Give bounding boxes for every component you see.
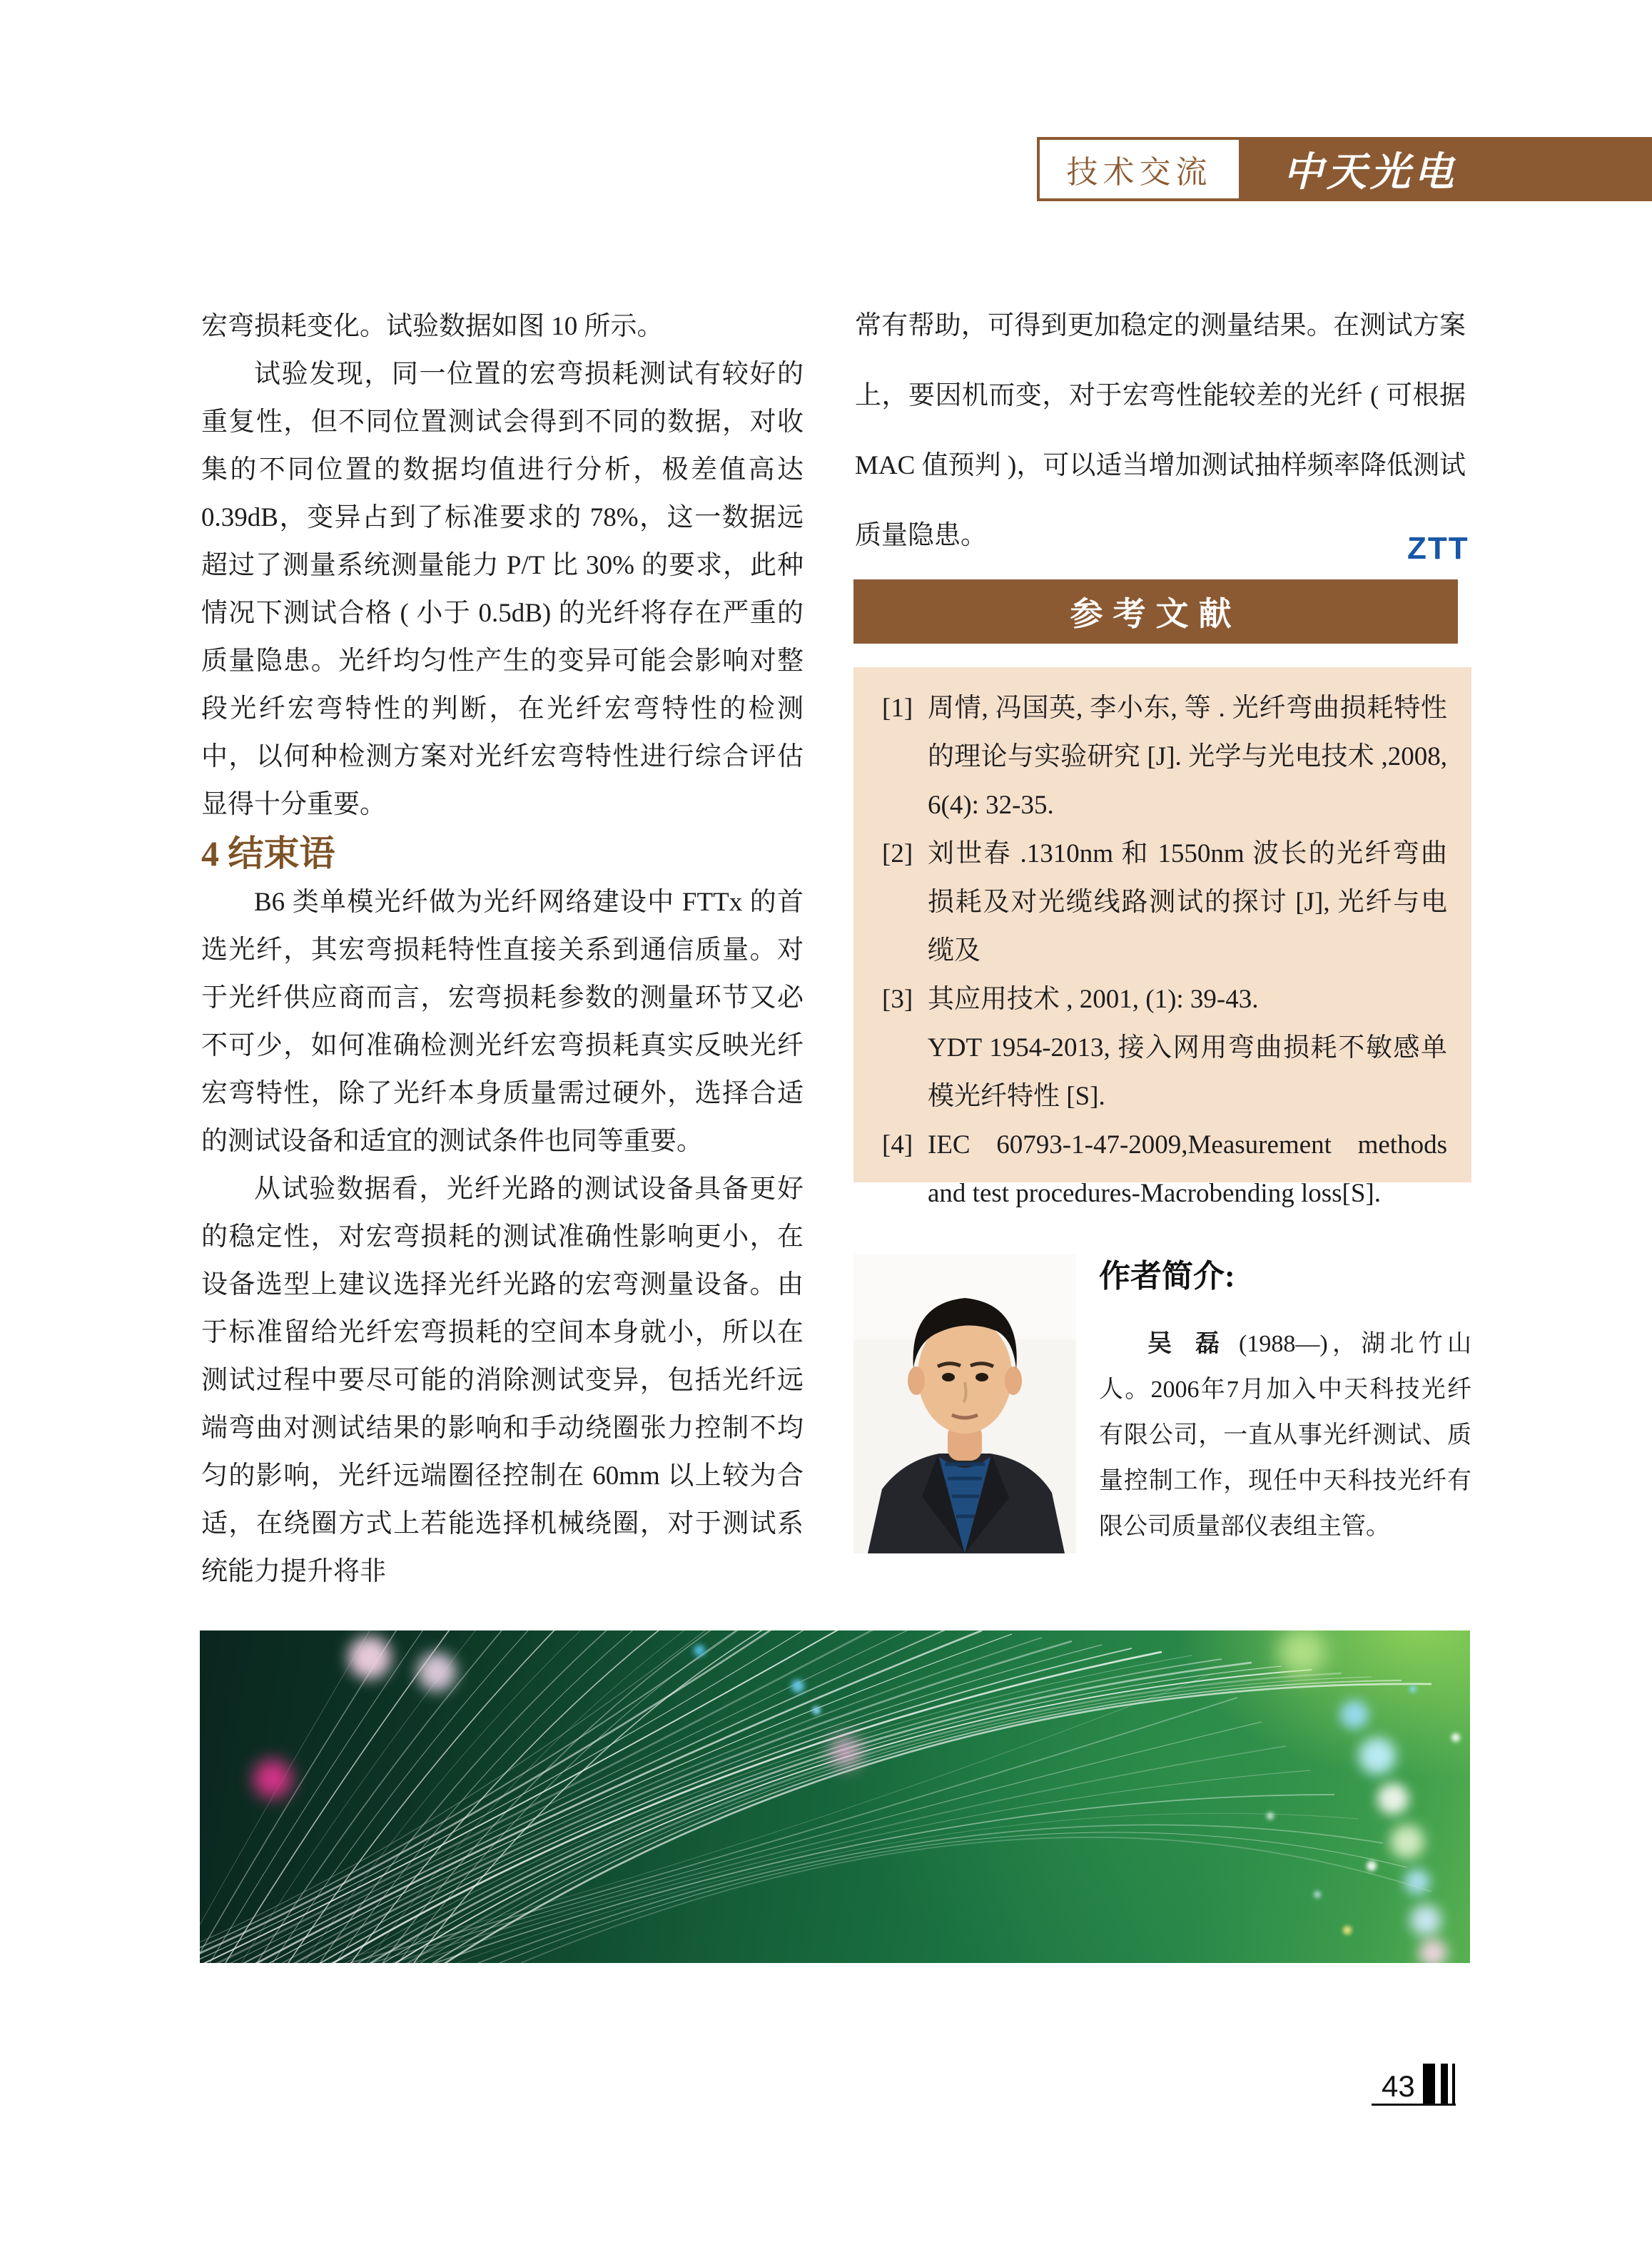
page-number-bar (1423, 2064, 1435, 2104)
reference-item (882, 1024, 1447, 1121)
page-number-rule (1372, 2104, 1456, 2106)
reference-item (882, 1121, 1447, 1218)
paragraph-continued: 常有帮助，可得到更加稳定的测量结果。在测试方案上，要因机而变，对于宏弯性能较差的光纤 ( 可根据 MAC 值预判 )，可以适当增加测试抽样频率降低测试质量隐患。 (855, 311, 1466, 550)
page-number-bar (1452, 2064, 1455, 2104)
section-tag-label: 技术交流 (1066, 155, 1212, 190)
references-title: 参考文献 (1070, 596, 1242, 632)
author-bio-text: (1988—)，湖北竹山人。2006年7月加入中天科技光纤有限公司，一直从事光纤测试、质量控制工作，现任中天科技光纤有限公司质量部仪表组主管。 (1099, 1331, 1471, 1540)
references-banner (853, 579, 1458, 644)
paragraph-1: 试验发现，同一位置的宏弯损耗测试有较好的重复性，但不同位置测试会得到不同的数据，对收集的不同位置的数据均值进行分析，极差值高达 0.39dB，变异占到了标准要求的 78%，这一数据远超过了测量系统测量能力 P/T 比 30% 的要求，此种情况下测试合格 ( 小于 0.5dB) 的光纤将存在严重的质量隐患。光纤均匀性产生的变异可能会影响对整段光纤宏弯特性的判断，在光纤宏弯特性的检测中，以何种检测方案对光纤宏弯特性进行综合评估显得十分重要。 (201, 360, 804, 819)
paragraph-tail: 宏弯损耗变化。试验数据如图 10 所示。 (201, 312, 664, 341)
ztt-logo: ZTT (1407, 531, 1469, 566)
page-number-bar (1441, 2064, 1448, 2104)
reference-text: 刘世春 .1310nm 和 1550nm 波长的光纤弯曲损耗及对光缆线路测试的探讨 [J], 光纤与电缆及 (928, 839, 1447, 965)
brand-logotype: 中天光电 (1283, 148, 1457, 196)
reference-item (882, 684, 1447, 830)
reference-label: [4] (882, 1130, 913, 1160)
right-column-text (855, 291, 1466, 571)
reference-label: [1] (882, 694, 913, 723)
author-name: 吴 磊 (1147, 1331, 1229, 1357)
reference-item (882, 830, 1447, 975)
fiber-strands-illustration (200, 1630, 1470, 1963)
header-brand-band (1242, 137, 1652, 201)
references-box (853, 667, 1471, 1208)
author-bio (1099, 1322, 1471, 1550)
author-portrait-illustration (853, 1254, 1076, 1553)
author-section-heading: 作者简介: (1099, 1259, 1235, 1294)
reference-label: [2] (882, 839, 913, 868)
author-photo (853, 1254, 1076, 1553)
fiber-optic-banner-image (200, 1630, 1470, 1963)
reference-text: 其应用技术 , 2001, (1): 39-43. (928, 985, 1259, 1014)
section-tag (1037, 137, 1242, 201)
section-heading-conclusion: 4 结束语 (201, 833, 335, 873)
reference-text: YDT 1954-2013, 接入网用弯曲损耗不敏感单模光纤特性 [S]. (928, 1033, 1447, 1111)
reference-label (882, 1024, 928, 1121)
paragraph-3: 从试验数据看，光纤光路的测试设备具备更好的稳定性，对宏弯损耗的测试准确性影响更小，在设备选型上建议选择光纤光路的宏弯测量设备。由于标准留给光纤宏弯损耗的空间本身就小，所以在测试过程中要尽可能的消除测试变异，包括光纤远端弯曲对测试结果的影响和手动绕圈张力控制不均匀的影响，光纤远端圈径控制在 60mm 以上较为合适，在绕圈方式上若能选择机械绕圈，对于测试系统能力提升将非 (201, 1175, 804, 1586)
reference-text: 周情, 冯国英, 李小东, 等 . 光纤弯曲损耗特性的理论与实验研究 [J]. 光学与光电技术 ,2008, 6(4): 32-35. (928, 694, 1447, 820)
reference-text: IEC 60793-1-47-2009,Measurement methods and test procedures-Macrobending loss[S]. (928, 1130, 1447, 1208)
reference-item (882, 975, 1447, 1024)
reference-label: [3] (882, 985, 913, 1014)
paragraph-2: B6 类单模光纤做为光纤网络建设中 FTTx 的首选光纤，其宏弯损耗特性直接关系到通信质量。对于光纤供应商而言，宏弯损耗参数的测量环节又必不可少，如何准确检测光纤宏弯损耗真实反映光纤宏弯特性，除了光纤本身质量需过硬外，选择合适的测试设备和适宜的测试条件也同等重要。 (201, 888, 804, 1156)
page-number: 43 (1382, 2069, 1415, 2103)
left-column (201, 303, 804, 1596)
